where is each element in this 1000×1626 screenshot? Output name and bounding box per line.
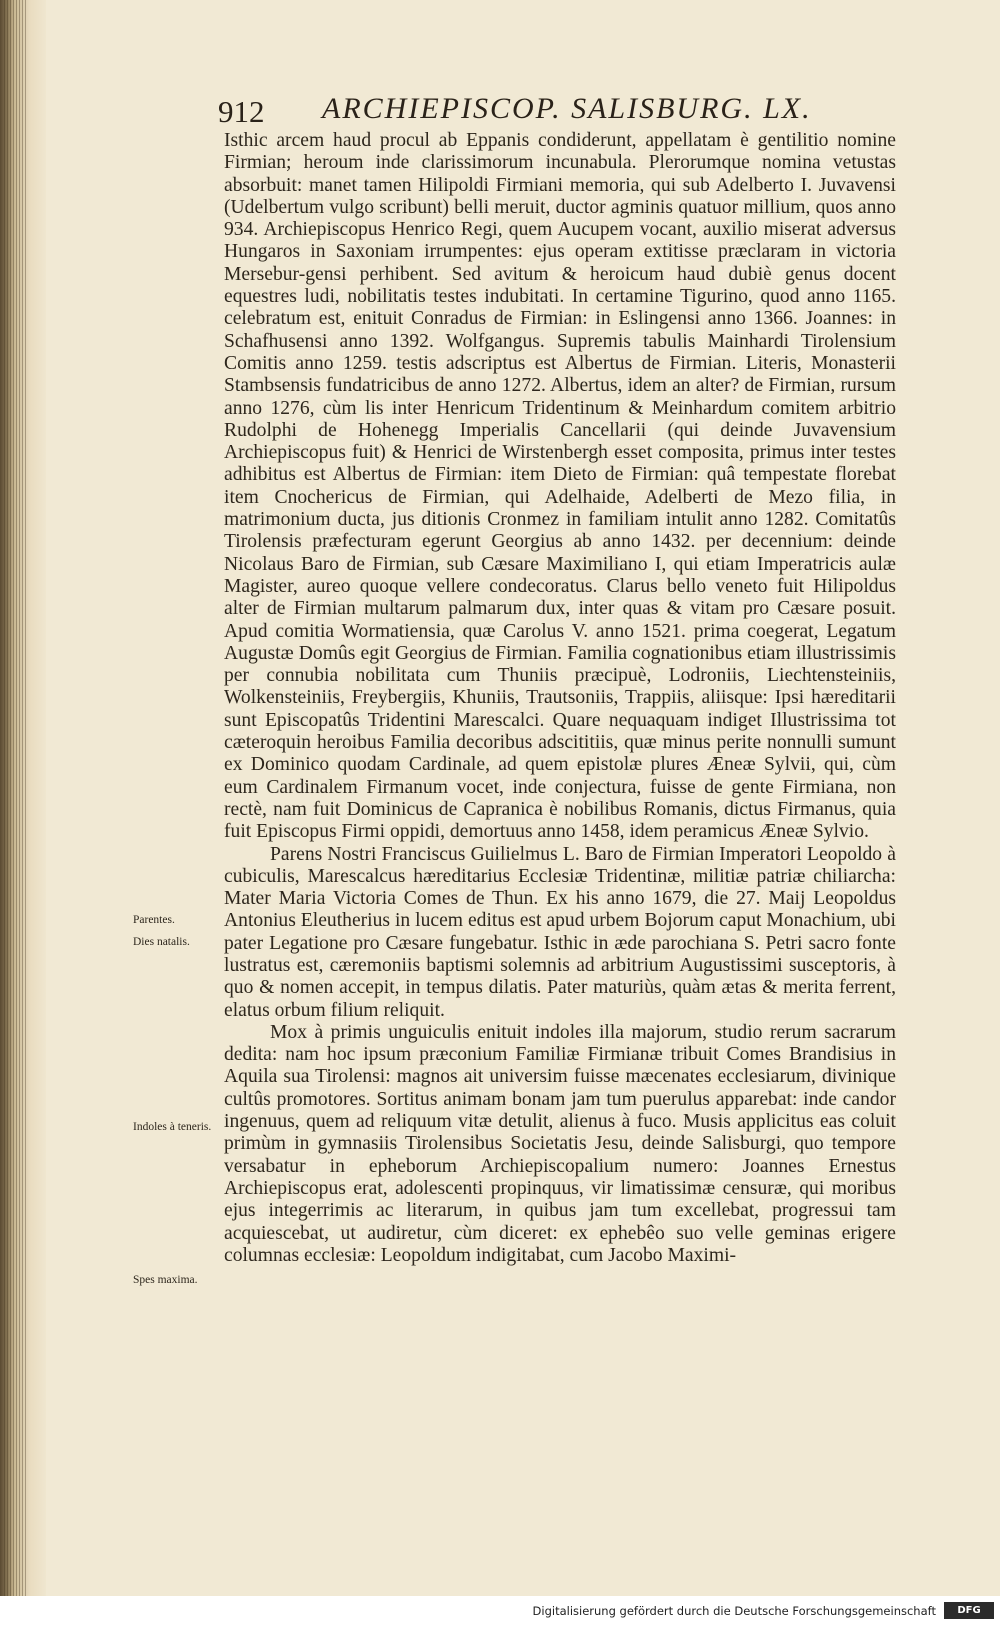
body-text [224, 130, 896, 1267]
margin-note-parentes: Parentes. [133, 914, 175, 926]
margin-note-dies-natalis: Dies natalis. [133, 936, 190, 948]
margin-note-indoles: Indoles à teneris. [133, 1121, 212, 1133]
book-spine-edge [0, 0, 46, 1596]
running-title: ARCHIEPISCOP. SALISBURG. LX. [322, 92, 812, 125]
paragraph: Mox à primis unguiculis enituit indoles illa majorum, studio rerum sacrarum dedita: nam hoc ipsum præconium Familiæ Firmianæ tribuit Comes Brandisius in Aquila sua Tirolensi: magnos ait universim fuisse mæcenates ecclesiarum, divinique cultûs promotores. Sortitus animam bonam jam tum puerulus apparebat: inde candor ingenuus, quem ad reliquum vitæ detulit, alienus à fuco. Musis applicitus eas coluit primùm in gymnasiis Tirolensibus Societatis Jesu, deinde Salisburgi, quo tempore versabatur in epheborum Archiepiscopalium numero: Joannes Ernestus Archiepiscopus erat, adolescenti propinquus, vir limatissimæ censuræ, qui moribus ejus integerrimis ac literarum, in quibus jam tum excellebat, progressui tam acquiescebat, ut audiretur, cùm diceret: ex ephebêo suo velle geminas erigere columnas ecclesiæ: Leopoldum indigitabat, cum Jacobo Maximi- [224, 1021, 896, 1266]
page-number: 912 [218, 94, 265, 129]
page-edge-lines [4, 0, 28, 1596]
dfg-logo: DFG [944, 1602, 994, 1619]
margin-note-spes-maxima: Spes maxima. [133, 1274, 198, 1286]
page-header [218, 92, 898, 130]
funding-credit: Digitalisierung gefördert durch die Deutsche Forschungsgemeinschaft [532, 1604, 936, 1618]
paragraph: Parens Nostri Franciscus Guilielmus L. Baro de Firmian Imperatori Leopoldo à cubiculis, Marescalcus hæreditarius Ecclesiæ Tridentinæ, militiæ patriæ chiliarcha: Mater Maria Victoria Comes de Thun. Ex his anno 1679, die 27. Maij Leopoldus Antonius Eleutherius in lucem editus est apud urbem Bojorum caput Monachium, ubi pater Legatione pro Cæsare fungebatur. Isthic in æde parochiana S. Petri sacro fonte lustratus est, cæremoniis baptismi solemnis ad arbitrium Augustissimi susceptoris, à quo & nomen accepit, in tempus dilatis. Pater maturiùs, quàm ætas & merita ferrent, elatus orbum filium reliquit. [224, 843, 896, 1021]
paragraph: Isthic arcem haud procul ab Eppanis condiderunt, appellatam è gentilitio nomine Firmian; heroum inde clarissimorum incunabula. Plerorumque nomina vetustas absorbuit: manet tamen Hilipoldi Firmiani memoria, qui sub Adelberto I. Juvavensi (Udelbertum vulgo scribunt) belli meruit, ductor agminis quatuor millium, quos anno 934. Archiepiscopus Henrico Regi, quem Aucupem vocant, auxilio miserat adversus Hungaros in Saxoniam irrumpentes: ejus operam extitisse præclaram in victoria Mersebur-gensi perhibent. Sed avitum & heroicum haud dubiè genus docent equestres ludi, nobilitatis testes indubitati. In certamine Tigurino, quod anno 1165. celebratum est, enituit Conradus de Firmian: in Eslingensi anno 1366. Joannes: in Schafhusensi anno 1392. Wolfgangus. Supremis tabulis Mainhardi Tirolensium Comitis anno 1259. testis adscriptus est Albertus de Firmian. Literis, Monasterii Stambsensis fundatricibus de anno 1272. Albertus, idem an alter? de Firmian, rursum anno 1276, cùm lis inter Henricum Tridentinum & Meinhardum comitem arbitrio Rudolphi de Hohenegg Imperialis Cancellarii (qui deinde Juvavensium Archiepiscopus fuit) & Henrici de Wirstenbergh esset composita, primus inter testes adhibitus est Albertus de Firmian: item Dieto de Firmian: quâ tempestate florebat item Cnochericus de Firmian, qui Adelhaide, Adelberti de Mezo filia, in matrimonium ducta, jus ditionis Cronmez in familiam intulit anno 1282. Comitatûs Tirolensis præfecturam egerunt Georgius ab anno 1432. per decennium: deinde Nicolaus Baro de Firmian, sub Cæsare Maximiliano I, qui etiam Imperatricis aulæ Magister, aureo quoque vellere condecoratus. Clarus bello veneto fuit Hilipoldus alter de Firmian multarum palmarum dux, inter quas & vitam pro Cæsare posuit. Apud comitia Wormatiensia, quæ Carolus V. anno 1521. prima coegerat, Legatum Augustæ Domûs egit Georgius de Firmian. Familia cognationibus etiam illustrissimis per connubia nobilitata cum Thuniis præcipuè, Lodroniis, Liechtensteiniis, Wolkensteiniis, Freybergiis, Khuniis, Trautsoniis, Trappiis, aliisque: Ipsi hæreditarii sunt Episcopatûs Tridentini Marescalci. Quare nequaquam indiget Illustrissima tot cæteroquin heroibus Familia decoribus adscititiis, quæ minus perite nonnulli sumunt ex Dominico quodam Cardinale, ad quem epistolæ plures Æneæ Sylvii, qui, cùm eum Cardinalem Firmanum vocet, inde conjectura, fuisse de gente Firmiana, non rectè, nam fuit Dominicus de Capranica è nobilibus Romanis, dictus Firmanus, quia fuit Episcopus Firmi oppidi, demortuus anno 1458, idem peramicus Æneæ Sylvio. [224, 130, 896, 843]
digitization-footer [0, 1596, 1000, 1626]
